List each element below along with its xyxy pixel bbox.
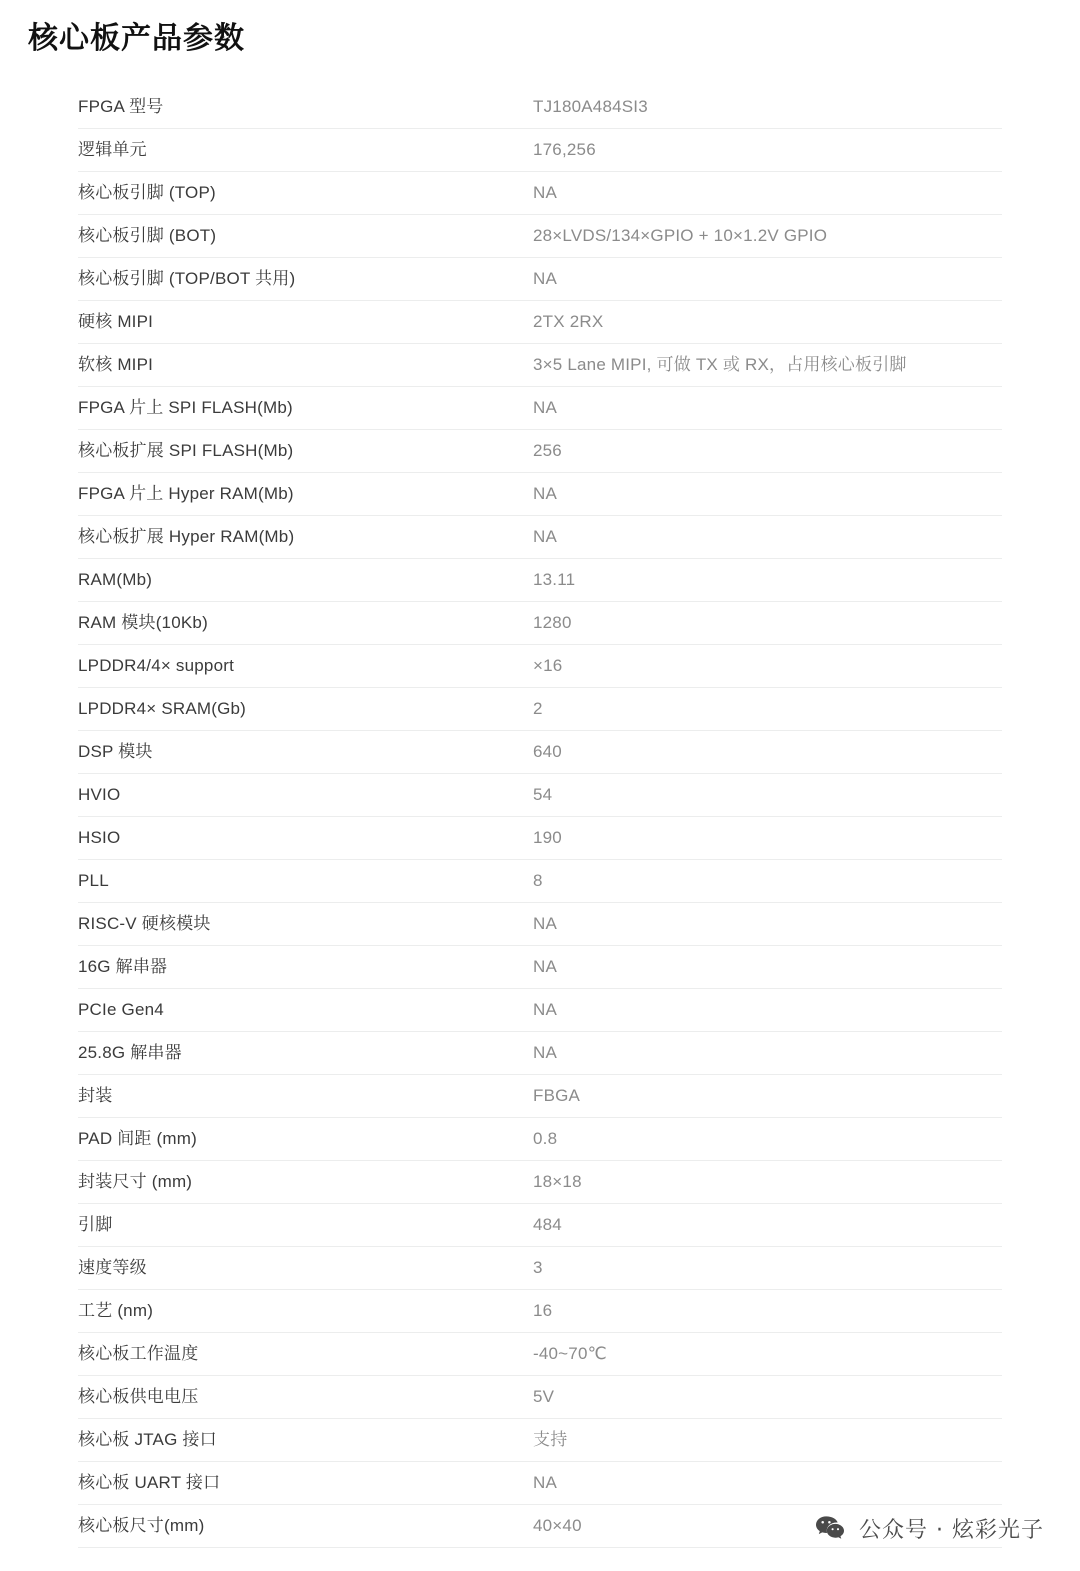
spec-value: 16 [533, 1301, 553, 1320]
spec-label: 核心板引脚 (TOP) [78, 183, 216, 202]
spec-value: NA [533, 957, 558, 976]
spec-label: 核心板供电电压 [78, 1387, 199, 1406]
spec-value: -40~70℃ [533, 1344, 607, 1363]
spec-label: PAD 间距 (mm) [78, 1129, 197, 1148]
table-row [78, 1376, 1002, 1419]
spec-label: 速度等级 [78, 1258, 147, 1277]
table-row [78, 1161, 1002, 1204]
spec-value: 0.8 [533, 1129, 558, 1148]
spec-value: 256 [533, 441, 562, 460]
spec-value: 8 [533, 871, 543, 890]
wechat-icon [813, 1511, 847, 1545]
spec-label: 核心板 JTAG 接口 [78, 1430, 217, 1449]
spec-label: 工艺 (nm) [78, 1301, 154, 1320]
specification-table [0, 86, 1080, 1548]
spec-label: 核心板引脚 (TOP/BOT 共用) [78, 269, 296, 288]
table-row [78, 86, 1002, 129]
spec-label: FPGA 型号 [78, 97, 164, 116]
table-row [78, 774, 1002, 817]
spec-label: 硬核 MIPI [78, 312, 154, 331]
table-row [78, 559, 1002, 602]
spec-label: HSIO [78, 828, 121, 847]
spec-label: 封装尺寸 (mm) [78, 1172, 193, 1191]
table-row [78, 1419, 1002, 1462]
table-row [78, 946, 1002, 989]
table-row [78, 172, 1002, 215]
table-row [78, 258, 1002, 301]
spec-label: 核心板引脚 (BOT) [78, 226, 217, 245]
table-row [78, 344, 1002, 387]
table-row [78, 602, 1002, 645]
spec-label: 核心板工作温度 [78, 1344, 199, 1363]
spec-value: NA [533, 484, 558, 503]
spec-value: 484 [533, 1215, 562, 1234]
spec-label: FPGA 片上 Hyper RAM(Mb) [78, 484, 294, 503]
spec-value: NA [533, 1473, 558, 1492]
document-page [0, 18, 1080, 1571]
footer-brand-label: 公众号 · 炫彩光子 [859, 1517, 1044, 1543]
table-row [78, 903, 1002, 946]
spec-value: 13.11 [533, 570, 576, 589]
spec-value: 5V [533, 1387, 555, 1406]
table-row [78, 989, 1002, 1032]
spec-value: 1280 [533, 613, 572, 632]
spec-value: 18×18 [533, 1172, 582, 1191]
spec-value: 支持 [533, 1430, 568, 1449]
spec-value: NA [533, 398, 558, 417]
spec-label: 软核 MIPI [78, 355, 154, 374]
spec-value: NA [533, 1043, 558, 1062]
spec-label: PLL [78, 871, 109, 890]
table-row [78, 473, 1002, 516]
table-row [78, 731, 1002, 774]
spec-label: RISC-V 硬核模块 [78, 914, 211, 933]
table-row [78, 1462, 1002, 1505]
spec-label: FPGA 片上 SPI FLASH(Mb) [78, 398, 293, 417]
spec-value: 176,256 [533, 140, 596, 159]
spec-value: 3 [533, 1258, 543, 1277]
spec-label: 核心板 UART 接口 [78, 1473, 221, 1492]
spec-label: HVIO [78, 785, 121, 804]
spec-label: RAM(Mb) [78, 570, 153, 589]
spec-label: 核心板扩展 Hyper RAM(Mb) [78, 527, 295, 546]
spec-value: NA [533, 1000, 558, 1019]
spec-label: 核心板扩展 SPI FLASH(Mb) [78, 441, 294, 460]
spec-value: 54 [533, 785, 553, 804]
table-row [78, 1032, 1002, 1075]
table-row [78, 516, 1002, 559]
table-row [78, 688, 1002, 731]
footer-brand [813, 1511, 1044, 1545]
spec-value: TJ180A484SI3 [533, 97, 648, 116]
spec-label: RAM 模块(10Kb) [78, 613, 208, 632]
spec-label: 逻辑单元 [78, 140, 147, 159]
table-row [78, 1290, 1002, 1333]
table-row [78, 817, 1002, 860]
spec-label: 16G 解串器 [78, 957, 168, 976]
spec-value: NA [533, 269, 558, 288]
spec-label: LPDDR4× SRAM(Gb) [78, 699, 247, 718]
table-row [78, 301, 1002, 344]
spec-value: FBGA [533, 1086, 581, 1105]
table-row [78, 1118, 1002, 1161]
table-row [78, 645, 1002, 688]
table-row [78, 387, 1002, 430]
spec-value: 640 [533, 742, 562, 761]
spec-value: NA [533, 527, 558, 546]
spec-label: LPDDR4/4× support [78, 656, 235, 675]
table-row [78, 430, 1002, 473]
table-row [78, 1247, 1002, 1290]
table-row [78, 1075, 1002, 1118]
spec-label: DSP 模块 [78, 742, 153, 761]
spec-value: 190 [533, 828, 562, 847]
table-row [78, 129, 1002, 172]
spec-label: 引脚 [78, 1215, 113, 1234]
spec-label: 封装 [78, 1086, 113, 1105]
spec-value: NA [533, 183, 558, 202]
spec-value: 3×5 Lane MIPI, 可做 TX 或 RX，占用核心板引脚 [533, 355, 907, 374]
table-row [78, 215, 1002, 258]
spec-value: 2 [533, 699, 543, 718]
page-title: 核心板产品参数 [28, 21, 245, 56]
spec-value: 28×LVDS/134×GPIO + 10×1.2V GPIO [533, 226, 828, 245]
table-row [78, 860, 1002, 903]
spec-value: 2TX 2RX [533, 312, 604, 331]
spec-label: 核心板尺寸(mm) [78, 1516, 205, 1535]
spec-label: PCIe Gen4 [78, 1000, 164, 1019]
spec-label: 25.8G 解串器 [78, 1043, 182, 1062]
table-row [78, 1204, 1002, 1247]
spec-value: ×16 [533, 656, 563, 675]
table-row [78, 1333, 1002, 1376]
spec-value: 40×40 [533, 1516, 582, 1535]
spec-value: NA [533, 914, 558, 933]
